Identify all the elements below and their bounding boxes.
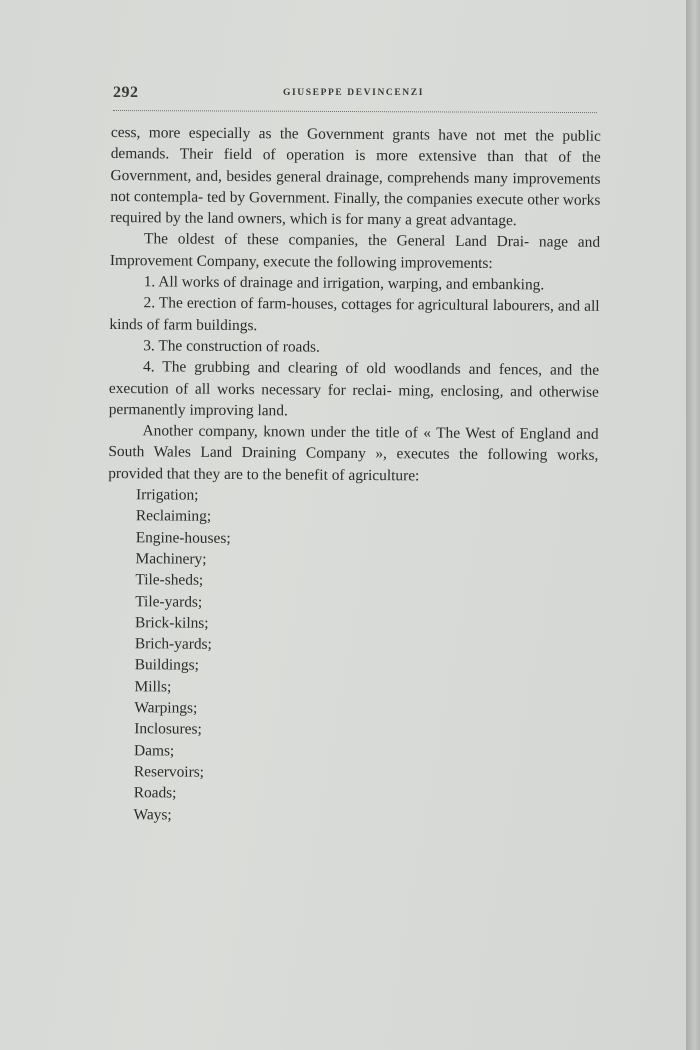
- list-item: Reservoirs;: [133, 763, 205, 781]
- paragraph-continued: cess, more especially as the Government grants have not met the public demands. Their field of operation is more extensive than that of the Government, and, besides general drainage, comprehends many improvements not contempla- ted by Government. Finally, the companies execute other works required by the land owners, which is for many a great advantage.: [110, 123, 601, 230]
- page-header: [113, 84, 597, 106]
- body-text: [105, 122, 601, 829]
- list-item: Tile-yards;: [135, 592, 203, 611]
- list-item: Buildings;: [134, 656, 199, 675]
- running-head: GIUSEPPE DEVINCENZI: [283, 88, 424, 98]
- list-item: Tile-sheds;: [135, 571, 204, 589]
- page-edge: [686, 0, 700, 1050]
- works-list: [105, 484, 598, 829]
- list-item: Warpings;: [134, 699, 198, 717]
- list-item: Brick-kilns;: [135, 614, 209, 632]
- paragraph-oldest-company: The oldest of these companies, the General Land Drai- nage and Improvement Company, execute the following improvements:: [109, 230, 601, 272]
- list-item: Engine-houses;: [135, 528, 231, 547]
- improvement-item-3: 3. The construction of roads.: [143, 337, 320, 356]
- list-item: Mills;: [134, 677, 172, 696]
- list-item: Brich-yards;: [134, 635, 212, 653]
- list-item: Irrigation;: [136, 486, 199, 504]
- improvement-item-1: 1. All works of drainage and irrigation, warping, and embanking.: [143, 273, 545, 294]
- improvement-item-4: 4. The grubbing and clearing of old woodlands and fences, and the execution of all works necessary for reclai- ming, enclosing, and otherwise permanently improving land.: [108, 358, 600, 420]
- list-item: Inclosures;: [134, 720, 202, 739]
- improvement-item-2: 2. The erection of farm-houses, cottages for agricultural labourers, and all kinds of farm buildings.: [109, 294, 600, 334]
- page-number: 292: [113, 84, 139, 101]
- header-rule: [113, 110, 597, 113]
- list-item: Reclaiming;: [135, 507, 212, 526]
- list-item: Dams;: [133, 741, 175, 760]
- paragraph-another-company: Another company, known under the title of « The West of England and South Wales Land Draining Company », executes the following works, provided that they are to the benefit of agriculture:: [108, 422, 599, 485]
- list-item: Machinery;: [135, 550, 207, 568]
- list-item: Roads;: [133, 784, 177, 802]
- list-item: Ways;: [133, 805, 172, 823]
